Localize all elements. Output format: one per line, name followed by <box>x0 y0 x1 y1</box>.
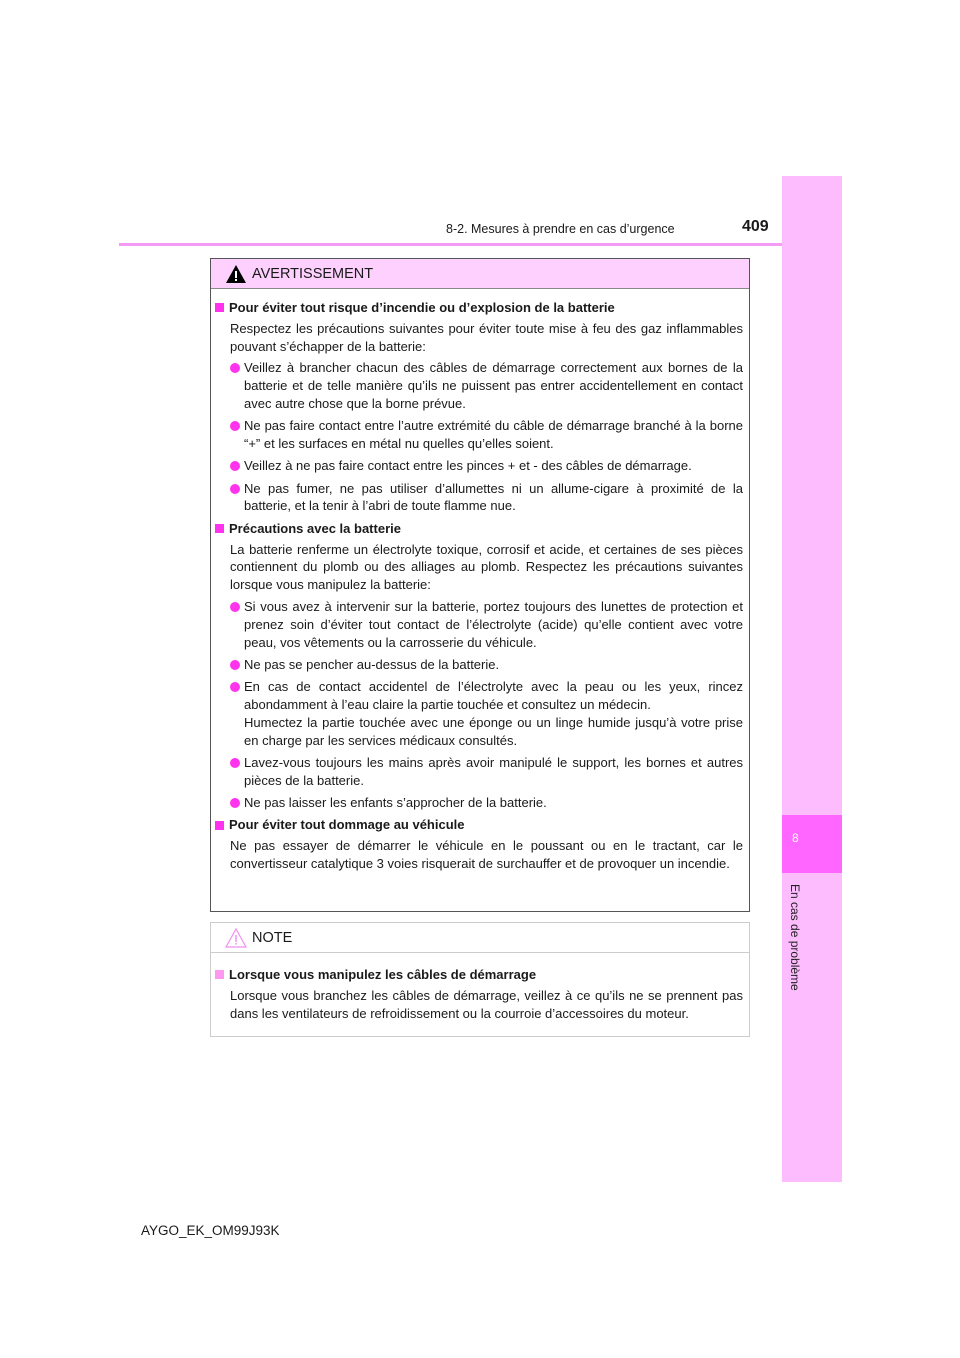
section-heading: Pour éviter tout risque d’incendie ou d’explosion de la batterie <box>215 299 743 317</box>
paragraph: Ne pas essayer de démarrer le véhicule en le poussant ou en le tractant, car le convertisseur catalytique 3 voies risquerait de surchauffer et de provoquer un incendie. <box>230 838 743 871</box>
paragraph: Lorsque vous branchez les câbles de démarrage, veillez à ce qu’ils ne se prennent pas dans les ventilateurs de refroidissement ou la courroie d’accessoires du moteur. <box>230 987 743 1021</box>
section-title: 8-2. Mesures à prendre en cas d’urgence <box>446 222 675 236</box>
chapter-label: En cas de problème <box>788 884 802 991</box>
note-header <box>211 923 749 953</box>
bullet-icon <box>230 461 240 471</box>
list-item: Lavez-vous toujours les mains après avoir manipulé le support, les bornes et autres pièces de la batterie. <box>215 754 743 790</box>
chapter-number: 8 <box>782 815 842 873</box>
warning-title: AVERTISSEMENT <box>252 265 374 282</box>
bullet-icon <box>230 421 240 431</box>
list-item: Ne pas fumer, ne pas utiliser d’allumettes ni un allume-cigare à proximité de la batterie, et la tenir à l’abri de toute flamme nue. <box>215 480 743 516</box>
list-item: Ne pas laisser les enfants s’approcher de la batterie. <box>215 794 743 812</box>
paragraph: Respectez les précautions suivantes pour éviter toute mise à feu des gaz inflammables pouvant s’échapper de la batterie: <box>230 320 743 354</box>
bullet-icon <box>230 798 240 808</box>
warning-box <box>210 258 750 912</box>
document-code: AYGO_EK_OM99J93K <box>141 1223 280 1238</box>
bullet-icon <box>230 602 240 612</box>
bullet-icon <box>230 660 240 670</box>
caution-icon <box>225 928 247 948</box>
section-heading: Pour éviter tout dommage au véhicule <box>215 816 743 834</box>
page-number: 409 <box>742 218 769 235</box>
warning-icon <box>225 264 247 284</box>
paragraph: La batterie renferme un électrolyte toxique, corrosif et acide, et certaines de ses pièces contiennent du plomb ou des alliages au plomb. Respectez les précautions suivantes lorsque vous manipulez la batterie: <box>230 541 743 593</box>
list-item: Ne pas se pencher au-dessus de la batterie. <box>215 656 743 674</box>
header-rule <box>119 243 842 246</box>
square-bullet-icon <box>215 970 224 979</box>
bullet-icon <box>230 484 240 494</box>
bullet-icon <box>230 758 240 768</box>
list-item: Ne pas faire contact entre l’autre extrémité du câble de démarrage branché à la borne “+” et les surfaces en métal nu quelles qu’elles soient. <box>215 417 743 453</box>
section-heading: Précautions avec la batterie <box>215 520 743 538</box>
note-title: NOTE <box>252 929 293 946</box>
bullet-icon <box>230 363 240 373</box>
warning-header <box>211 259 749 289</box>
square-bullet-icon <box>215 303 224 312</box>
list-item: Si vous avez à intervenir sur la batterie, portez toujours des lunettes de protection et prenez soin d’éviter tout contact de l’électrolyte (acide) qu’elle contient avec votre peau, vos vêtements ou la carrosserie du véhicule. <box>215 598 743 651</box>
square-bullet-icon <box>215 821 224 830</box>
list-item: En cas de contact accidentel de l’électrolyte avec la peau ou les yeux, rincez abondamment à l’eau claire la partie touchée et consultez un médecin. Humectez la partie touchée avec une éponge ou un linge humide jusqu’à votre prise en charge par les services médicaux consultés. <box>215 678 743 749</box>
bullet-icon <box>230 682 240 692</box>
side-tab <box>782 176 842 1182</box>
note-box <box>210 922 750 1037</box>
list-item: Veillez à brancher chacun des câbles de démarrage correctement aux bornes de la batterie et de telle manière qu’ils ne puissent pas entrer accidentellement en contact avec autre chose que la borne prévue. <box>215 359 743 412</box>
section-heading: Lorsque vous manipulez les câbles de démarrage <box>215 966 743 984</box>
square-bullet-icon <box>215 524 224 533</box>
list-item: Veillez à ne pas faire contact entre les pinces + et - des câbles de démarrage. <box>215 457 743 475</box>
